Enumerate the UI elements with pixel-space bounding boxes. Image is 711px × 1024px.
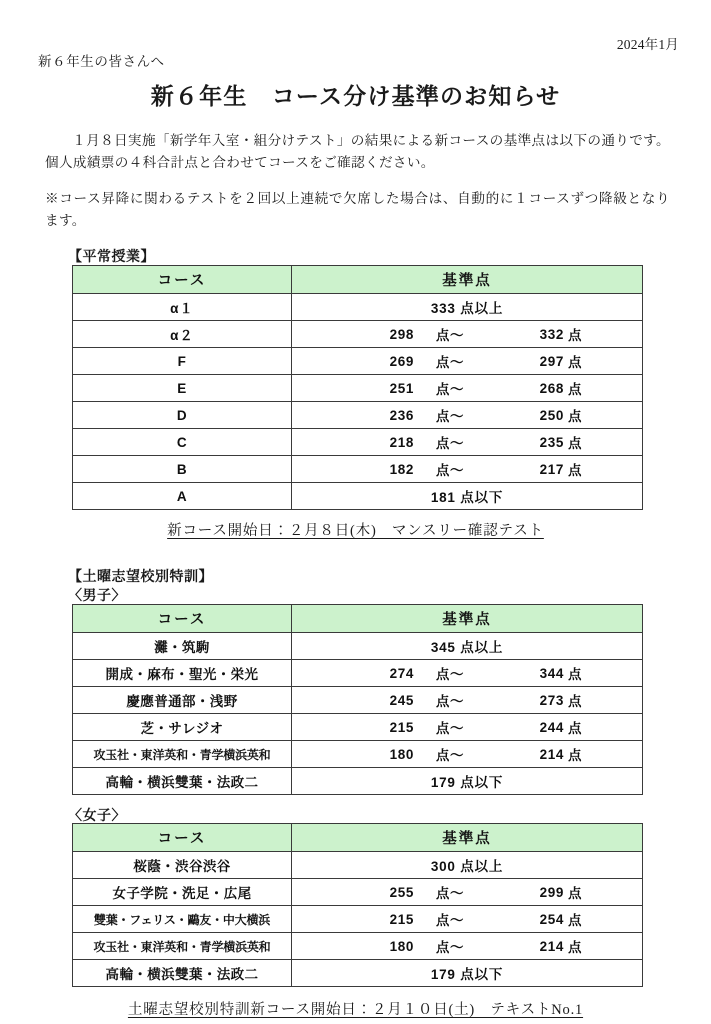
score-threshold: 181 点以下 bbox=[430, 490, 504, 505]
boys-table-body bbox=[73, 633, 643, 795]
score-range bbox=[292, 936, 642, 956]
score-cell bbox=[292, 660, 643, 687]
course-name: D bbox=[176, 407, 188, 423]
course-name: 雙葉・フェリス・鷗友・中大横浜 bbox=[93, 912, 271, 927]
score-cell bbox=[292, 429, 643, 456]
score-cell bbox=[292, 714, 643, 741]
score-range bbox=[292, 378, 642, 398]
score-cell bbox=[292, 741, 643, 768]
course-cell bbox=[73, 321, 292, 348]
score-hi: 250 bbox=[539, 407, 564, 423]
course-cell bbox=[73, 852, 292, 879]
score-cell bbox=[292, 294, 643, 321]
score-lo: 245 bbox=[389, 692, 414, 708]
saturday-start-note-text: 土曜志望校別特訓新コース開始日：２月１０日(土) テキストNo.1 bbox=[127, 1002, 584, 1018]
table-row bbox=[73, 483, 643, 510]
score-hi: 268 bbox=[539, 380, 564, 396]
score-cell bbox=[292, 456, 643, 483]
score-hi: 344 bbox=[539, 665, 564, 681]
regular-start-note-text: 新コース開始日：２月８日(木) マンスリー確認テスト bbox=[167, 523, 544, 539]
score-hi-unit: 点 bbox=[568, 436, 583, 451]
regular-table-head bbox=[73, 266, 643, 294]
course-name: 灘・筑駒 bbox=[154, 640, 210, 655]
course-name: F bbox=[177, 353, 187, 369]
table-row bbox=[73, 456, 643, 483]
score-lo: 269 bbox=[389, 353, 414, 369]
score-cell bbox=[292, 375, 643, 402]
course-cell bbox=[73, 456, 292, 483]
score-mid: 点～ bbox=[435, 667, 465, 682]
score-threshold: 179 点以下 bbox=[430, 775, 504, 790]
score-range bbox=[292, 351, 642, 371]
course-name: 開成・麻布・聖光・栄光 bbox=[105, 667, 259, 682]
header-score: 基準点 bbox=[292, 824, 643, 852]
score-cell bbox=[292, 402, 643, 429]
score-lo: 215 bbox=[389, 911, 414, 927]
course-cell bbox=[73, 294, 292, 321]
course-cell bbox=[73, 714, 292, 741]
section-label-saturday: 【土曜志望校別特訓】 bbox=[68, 568, 213, 584]
saturday-start-note bbox=[0, 998, 711, 1019]
course-cell bbox=[73, 741, 292, 768]
course-cell bbox=[73, 960, 292, 987]
score-hi-unit: 点 bbox=[568, 463, 583, 478]
score-lo: 218 bbox=[389, 434, 414, 450]
course-cell bbox=[73, 429, 292, 456]
score-cell bbox=[292, 768, 643, 795]
score-cell bbox=[292, 960, 643, 987]
course-name: 高輪・横浜雙葉・法政二 bbox=[105, 775, 259, 790]
course-cell bbox=[73, 768, 292, 795]
score-threshold: 333 点以上 bbox=[430, 301, 504, 316]
score-mid: 点～ bbox=[435, 694, 465, 709]
course-cell bbox=[73, 879, 292, 906]
table-row bbox=[73, 294, 643, 321]
score-lo: 298 bbox=[389, 326, 414, 342]
course-name: B bbox=[176, 461, 188, 477]
score-lo: 180 bbox=[389, 938, 414, 954]
table-row bbox=[73, 321, 643, 348]
section-label-regular: 【平常授業】 bbox=[68, 248, 155, 264]
score-mid: 点～ bbox=[435, 328, 465, 343]
table-row bbox=[73, 741, 643, 768]
header-score: 基準点 bbox=[292, 605, 643, 633]
score-mid: 点～ bbox=[435, 409, 465, 424]
score-hi: 235 bbox=[539, 434, 564, 450]
table-row bbox=[73, 714, 643, 741]
course-name: 桜蔭・渋谷渋谷 bbox=[133, 859, 231, 874]
header-course: コース bbox=[73, 605, 292, 633]
page-title: 新６年生 コース分け基準のお知らせ bbox=[150, 84, 561, 109]
score-range bbox=[292, 324, 642, 344]
score-cell bbox=[292, 687, 643, 714]
score-mid: 点～ bbox=[435, 382, 465, 397]
score-hi: 299 bbox=[539, 884, 564, 900]
course-cell bbox=[73, 660, 292, 687]
score-range bbox=[292, 717, 642, 737]
header-course: コース bbox=[73, 266, 292, 294]
score-hi: 244 bbox=[539, 719, 564, 735]
score-threshold: 345 点以上 bbox=[430, 640, 504, 655]
score-lo: 180 bbox=[389, 746, 414, 762]
score-hi-unit: 点 bbox=[568, 328, 583, 343]
document-date: 2024年1月 bbox=[616, 37, 679, 52]
course-name: 女子学院・洗足・広尾 bbox=[112, 886, 252, 901]
score-range bbox=[292, 690, 642, 710]
table-row bbox=[73, 348, 643, 375]
table-row bbox=[73, 687, 643, 714]
girls-table-head bbox=[73, 824, 643, 852]
score-lo: 255 bbox=[389, 884, 414, 900]
score-hi-unit: 点 bbox=[568, 886, 583, 901]
table-row bbox=[73, 852, 643, 879]
regular-start-note bbox=[0, 519, 711, 540]
score-cell bbox=[292, 906, 643, 933]
table-row bbox=[73, 375, 643, 402]
table-row bbox=[73, 429, 643, 456]
score-range bbox=[292, 744, 642, 764]
header-course: コース bbox=[73, 824, 292, 852]
girls-course-table bbox=[72, 823, 643, 987]
score-mid: 点～ bbox=[435, 436, 465, 451]
course-cell bbox=[73, 633, 292, 660]
notice-paragraph: ※コース昇降に関わるテストを２回以上連続で欠席した場合は、自動的に１コースずつ降級となります。 bbox=[45, 191, 670, 229]
score-hi-unit: 点 bbox=[568, 409, 583, 424]
score-lo: 215 bbox=[389, 719, 414, 735]
table-row bbox=[73, 402, 643, 429]
intro-paragraph-block bbox=[45, 130, 670, 232]
course-name: 芝・サレジオ bbox=[140, 721, 224, 736]
score-hi-unit: 点 bbox=[568, 667, 583, 682]
score-mid: 点～ bbox=[435, 721, 465, 736]
course-name: 攻玉社・東洋英和・青学横浜英和 bbox=[93, 939, 271, 954]
regular-table-body bbox=[73, 294, 643, 510]
score-cell bbox=[292, 633, 643, 660]
table-header-row bbox=[73, 266, 643, 294]
sub-label-boys: 〈男子〉 bbox=[68, 587, 126, 603]
addressee-line: 新６年生の皆さんへ bbox=[38, 54, 165, 69]
score-threshold: 300 点以上 bbox=[430, 859, 504, 874]
table-row bbox=[73, 960, 643, 987]
score-range bbox=[292, 405, 642, 425]
score-range bbox=[292, 459, 642, 479]
score-cell bbox=[292, 483, 643, 510]
course-name: C bbox=[176, 434, 188, 450]
course-cell bbox=[73, 483, 292, 510]
score-range bbox=[292, 432, 642, 452]
course-name: α１ bbox=[170, 301, 194, 316]
score-range bbox=[292, 909, 642, 929]
score-hi-unit: 点 bbox=[568, 940, 583, 955]
course-cell bbox=[73, 906, 292, 933]
table-row bbox=[73, 879, 643, 906]
score-lo: 182 bbox=[389, 461, 414, 477]
table-row bbox=[73, 660, 643, 687]
course-cell bbox=[73, 687, 292, 714]
course-name: 慶應普通部・浅野 bbox=[126, 694, 238, 709]
table-row bbox=[73, 633, 643, 660]
score-lo: 274 bbox=[389, 665, 414, 681]
score-hi: 273 bbox=[539, 692, 564, 708]
score-mid: 点～ bbox=[435, 940, 465, 955]
score-hi: 214 bbox=[539, 938, 564, 954]
girls-table-body bbox=[73, 852, 643, 987]
score-hi: 297 bbox=[539, 353, 564, 369]
score-cell bbox=[292, 321, 643, 348]
score-hi-unit: 点 bbox=[568, 748, 583, 763]
score-mid: 点～ bbox=[435, 463, 465, 478]
score-lo: 251 bbox=[389, 380, 414, 396]
boys-course-table bbox=[72, 604, 643, 795]
course-cell bbox=[73, 402, 292, 429]
course-cell bbox=[73, 375, 292, 402]
score-hi-unit: 点 bbox=[568, 382, 583, 397]
score-range bbox=[292, 663, 642, 683]
score-mid: 点～ bbox=[435, 886, 465, 901]
score-hi: 217 bbox=[539, 461, 564, 477]
course-name: A bbox=[176, 488, 188, 504]
course-cell bbox=[73, 348, 292, 375]
course-name: 攻玉社・東洋英和・青学横浜英和 bbox=[93, 747, 271, 762]
score-hi-unit: 点 bbox=[568, 913, 583, 928]
score-mid: 点～ bbox=[435, 913, 465, 928]
sub-label-girls: 〈女子〉 bbox=[68, 807, 126, 823]
table-row bbox=[73, 906, 643, 933]
score-range bbox=[292, 882, 642, 902]
score-lo: 236 bbox=[389, 407, 414, 423]
paragraph-spacer bbox=[45, 174, 670, 188]
score-hi-unit: 点 bbox=[568, 355, 583, 370]
course-name: α２ bbox=[170, 328, 194, 343]
regular-course-table bbox=[72, 265, 643, 510]
table-row bbox=[73, 768, 643, 795]
score-hi: 254 bbox=[539, 911, 564, 927]
boys-table-head bbox=[73, 605, 643, 633]
table-header-row bbox=[73, 605, 643, 633]
intro-paragraph: １月８日実施「新学年入室・組分けテスト」の結果による新コースの基準点は以下の通りです。個人成績票の４科合計点と合わせてコースをご確認ください。 bbox=[45, 133, 670, 171]
score-cell bbox=[292, 933, 643, 960]
score-threshold: 179 点以下 bbox=[430, 967, 504, 982]
score-hi: 214 bbox=[539, 746, 564, 762]
table-row bbox=[73, 933, 643, 960]
score-cell bbox=[292, 852, 643, 879]
header-score: 基準点 bbox=[292, 266, 643, 294]
course-name: 高輪・横浜雙葉・法政二 bbox=[105, 967, 259, 982]
score-mid: 点～ bbox=[435, 355, 465, 370]
score-hi-unit: 点 bbox=[568, 694, 583, 709]
score-hi: 332 bbox=[539, 326, 564, 342]
course-name: E bbox=[177, 380, 187, 396]
course-cell bbox=[73, 933, 292, 960]
score-cell bbox=[292, 348, 643, 375]
score-hi-unit: 点 bbox=[568, 721, 583, 736]
score-cell bbox=[292, 879, 643, 906]
score-mid: 点～ bbox=[435, 748, 465, 763]
table-header-row bbox=[73, 824, 643, 852]
